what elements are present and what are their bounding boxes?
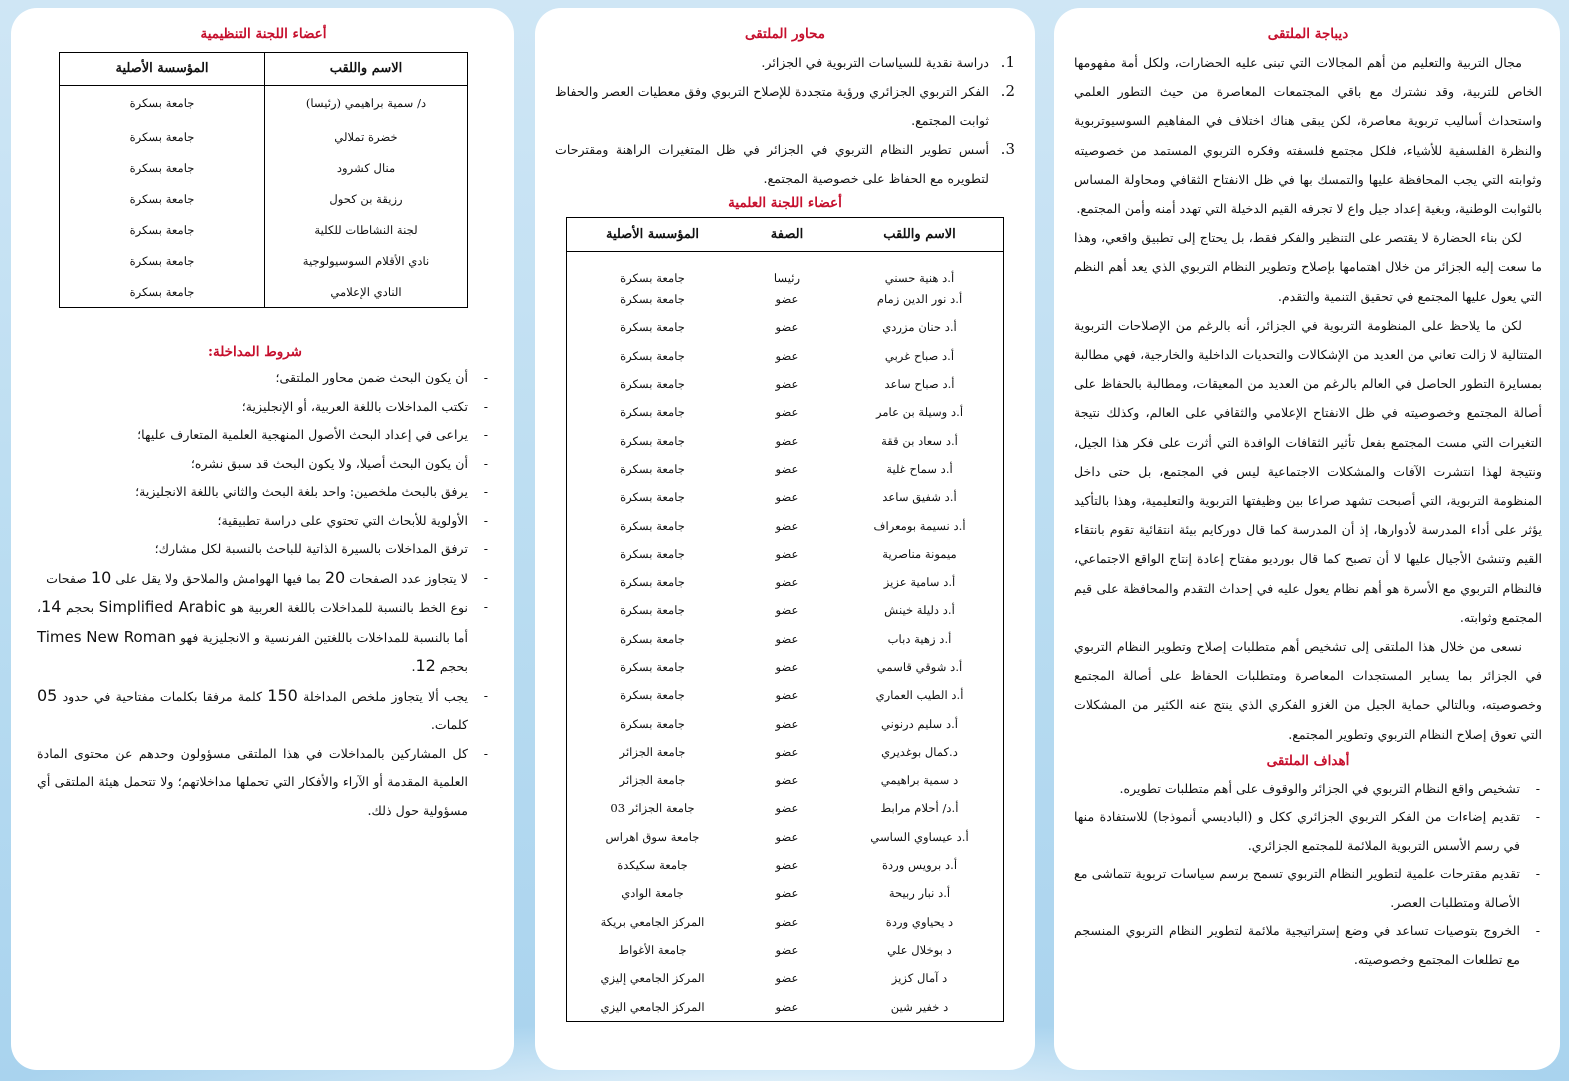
cell-name: النادي الإعلامي: [265, 276, 468, 307]
preamble-paragraph-2: لكن بناء الحضارة لا يقتصر على التنظير والفكر فقط، بل يحتاج إلى تطبيق واقعي، وهذا ما سعت إليه الجزائر من خلال اهتمامها بإصلاح وتطوير النظام التربوي الذي يعد أهم النظم التي يعول عليها المجتمع في تحقيق التنمية والتقدم.: [1074, 230, 1542, 304]
table-row: [567, 936, 1003, 964]
cell-name: أ.د الطيب العماري: [875, 688, 964, 703]
cell-institution: جامعة الوادي: [621, 886, 684, 901]
number: 150: [267, 685, 298, 705]
cell-role: عضو: [775, 575, 799, 590]
table-row: [567, 738, 1003, 766]
cell-name: أ.د سامية عزيز: [883, 575, 956, 590]
table-row: [567, 568, 1003, 596]
cell-name: د آمال كزيز: [891, 971, 948, 986]
table-row: [567, 766, 1003, 794]
cell-role: عضو: [775, 829, 799, 844]
table-row: [60, 152, 467, 183]
cell-role: عضو: [775, 971, 799, 986]
cell-name: أ.د عيساوي الساسي: [870, 829, 969, 844]
table-row: [60, 183, 467, 214]
cell-institution: جامعة بسكرة: [620, 348, 685, 363]
text-fragment: نوع الخط بالنسبة للمداخلات باللغة العربية هو: [230, 600, 468, 615]
axis-item: [555, 135, 1015, 193]
objective-item: - تقديم مقترحات علمية لتطوير النظام التربوي تسمح برسم سياسات تربوية تتماشى مع الأصالة ومتطلبات العصر.: [1074, 860, 1542, 917]
cell-name: د/ سمية براهيمي (رئيسا): [265, 85, 468, 121]
organizing-panel: [11, 8, 514, 1070]
cell-institution: المركز الجامعي اليزي: [600, 999, 705, 1014]
org-header-name: الاسم واللقب: [265, 53, 468, 85]
table-row: [60, 245, 467, 276]
table-row: [567, 625, 1003, 653]
cell-institution: جامعة الجزائر 03: [610, 801, 695, 816]
header-institution: المؤسسة الأصلية: [567, 218, 738, 251]
condition-item: - الأولوية للأبحاث التي تحتوي على دراسة تطبيقية؛: [37, 507, 490, 536]
cell-role: عضو: [775, 886, 799, 901]
cell-role: عضو: [775, 942, 799, 957]
table-row: [567, 455, 1003, 483]
preamble-panel: [1054, 8, 1560, 1070]
cell-name: أ.د شفيق ساعد: [882, 490, 957, 505]
scientific-committee-table: [566, 217, 1004, 1022]
condition-pages: [37, 564, 490, 594]
cell-institution: جامعة سوق اهراس: [605, 829, 700, 844]
cell-role: عضو: [775, 320, 799, 335]
cell-institution: جامعة بسكرة: [620, 377, 685, 392]
conditions-list: [37, 364, 490, 825]
cell-role: عضو: [775, 773, 799, 788]
header-role: الصفة: [738, 218, 836, 251]
cell-name: أ.د نبار ربيحة: [888, 886, 951, 901]
number: 12: [415, 656, 436, 675]
text-fragment: ، أما بالنسبة للمداخلات باللغتين الفرنسية و الانجليزية فهو: [37, 600, 468, 645]
cell-institution: جامعة بسكرة: [620, 688, 685, 703]
cell-name: أ.د سعاد بن ققة: [881, 433, 958, 448]
cell-institution: جامعة الجزائر: [619, 773, 686, 788]
text-fragment: كلمة مرفقا بكلمات مفتاحية في حدود: [62, 688, 263, 704]
cell-role: عضو: [775, 348, 799, 363]
cell-name: أ.د برويس وردة: [881, 858, 958, 873]
cell-role: عضو: [775, 433, 799, 448]
table-row: [567, 851, 1003, 879]
cell-name: أ.د شوقي قاسمي: [876, 660, 963, 674]
axis-number: 2.: [1000, 82, 1015, 100]
cell-role: عضو: [775, 631, 799, 646]
table-row: [567, 540, 1003, 568]
cell-institution: جامعة بسكرة: [620, 320, 685, 335]
cell-institution: جامعة بسكرة: [620, 405, 685, 420]
cell-name: أ.د نسيمة بومعراف: [873, 518, 966, 533]
text-fragment: لا يتجاوز عدد الصفحات: [349, 570, 468, 586]
condition-item: - أن يكون البحث أصيلا، ولا يكون البحث قد سبق نشره؛: [37, 450, 490, 479]
condition-font: [37, 593, 490, 682]
cell-role: عضو: [775, 716, 799, 731]
cell-institution: جامعة بسكرة: [620, 716, 685, 731]
cell-role: عضو: [775, 999, 799, 1014]
cell-institution: جامعة بسكرة: [620, 271, 685, 285]
condition-item: - يراعى في إعداد البحث الأصول المنهجية العلمية المتعارف عليها؛: [37, 421, 490, 450]
cell-institution: جامعة بسكرة: [620, 660, 685, 674]
axis-item: [555, 48, 1015, 77]
table-row: [567, 483, 1003, 511]
cell-name: أ.د سليم درنوني: [880, 716, 959, 731]
axis-number: 3.: [1000, 140, 1015, 158]
table-row: [60, 214, 467, 245]
cell-institution: جامعة بسكرة: [129, 191, 195, 206]
text-fragment: .: [411, 659, 416, 674]
cell-name: أ.د سماح غلية: [886, 461, 953, 476]
condition-item: - تكتب المداخلات باللغة العربية، أو الإنجليزية؛: [37, 393, 490, 422]
cell-name: أ.د/ أحلام مرابط: [880, 801, 959, 816]
cell-name: رزيقة بن كحول: [265, 183, 468, 214]
axis-text: أسس تطوير النظام التربوي في الجزائر في ظل المتغيرات الراهنة ومقترحات لتطويره مع الحفاظ على خصوصية المجتمع.: [555, 142, 989, 186]
table-row: [567, 992, 1003, 1020]
table-row: [567, 251, 1003, 285]
cell-name: أ.د نور الدين زمام: [876, 292, 963, 307]
cell-institution: جامعة بسكرة: [620, 292, 685, 307]
cell-institution: جامعة بسكرة: [620, 433, 685, 448]
table-row: [567, 285, 1003, 313]
table-row: [567, 709, 1003, 737]
cell-institution: جامعة الجزائر: [619, 744, 686, 759]
objective-item: - الخروج بتوصيات تساعد في وضع إستراتيجية ملائمة لتطوير النظام التربوي المنسجم مع تطلعات المجتمع وخصوصيته.: [1074, 917, 1542, 974]
cell-institution: جامعة بسكرة: [129, 96, 195, 111]
condition-item: - يرفق بالبحث ملخصين: واحد بلغة البحث والثاني باللغة الانجليزية؛: [37, 478, 490, 507]
cell-name: أ.د صباح ساعد: [884, 377, 955, 392]
table-row: [567, 908, 1003, 936]
cell-name: أ.د دليلة خينش: [884, 603, 955, 618]
cell-institution: جامعة بسكرة: [129, 222, 195, 237]
condition-item: - كل المشاركين بالمداخلات في هذا الملتقى مسؤولون وحدهم عن محتوى المادة العلمية المقدمة أو الآراء والأفكار التي تحملها مداخلاتهم؛ ولا تتحمل هيئة الملتقى أي مسؤولية حول ذلك.: [37, 740, 490, 826]
cell-role: عضو: [775, 490, 799, 505]
cell-role: عضو: [775, 914, 799, 929]
objective-item: - تقديم إضاءات من الفكر التربوي الجزائري ككل و (الباديسي أنموذجا) للاستفادة منها في رسم الأسس التربوية الملائمة للمجتمع الجزائري.: [1074, 803, 1542, 860]
table-row: [567, 511, 1003, 539]
cell-name: منال كشرود: [265, 152, 468, 183]
cell-role: عضو: [775, 801, 799, 816]
condition-item: - أن يكون البحث ضمن محاور الملتقى؛: [37, 364, 490, 393]
cell-institution: جامعة الأغواط: [618, 942, 687, 957]
cell-name: نادي الأقلام السوسيولوجية: [265, 245, 468, 276]
cell-institution: جامعة بسكرة: [620, 603, 685, 618]
table-row: [567, 313, 1003, 341]
axes-panel: [535, 8, 1035, 1070]
cell-role: عضو: [775, 405, 799, 420]
cell-institution: جامعة بسكرة: [620, 546, 685, 561]
cell-role: عضو: [775, 461, 799, 476]
axis-text: الفكر التربوي الجزائري ورؤية متجددة للإصلاح التربوي وفق معطيات العصر والحفاظ ثوابت المجتمع.: [555, 84, 989, 128]
cell-name: أ.د هنية حسني: [884, 271, 955, 285]
objective-item: - تشخيص واقع النظام التربوي في الجزائر والوقوف على أهم متطلبات تطويره.: [1074, 775, 1542, 804]
axis-item: [555, 77, 1015, 135]
table-row: [567, 342, 1003, 370]
conditions-title: شروط المداخلة:: [207, 344, 302, 360]
cell-role: عضو: [775, 292, 799, 307]
scientific-committee-rows: [567, 251, 1003, 1021]
number: 10: [91, 567, 112, 587]
axis-number: 1.: [1000, 53, 1015, 71]
cell-role: عضو: [775, 660, 799, 674]
text-fragment: صفحات: [46, 570, 87, 586]
number: 14: [41, 597, 62, 616]
cell-name: أ.د وسيلة بن عامر: [875, 405, 964, 420]
cell-name: د يحياوي وردة: [885, 914, 954, 929]
axes-list: [555, 48, 1015, 193]
text-fragment: بحجم: [66, 600, 95, 615]
cell-institution: جامعة بسكرة: [129, 129, 195, 144]
cell-role: عضو: [775, 518, 799, 533]
cell-name: ميمونة مناصرية: [882, 546, 957, 561]
cell-role: عضو: [775, 744, 799, 759]
table-row: [567, 426, 1003, 454]
cell-name: أ.د حنان مزردي: [882, 320, 957, 335]
scientific-committee-title: أعضاء اللجنة العلمية: [728, 195, 842, 211]
cell-institution: جامعة بسكرة: [129, 160, 195, 175]
preamble-paragraph-3: لكن ما يلاحظ على المنظومة التربوية في الجزائر، أنه بالرغم من الإصلاحات التربوية المتتالية لا زالت تعاني من العديد من الإشكالات والتحديات الداخلية والخارجية، فهي مطالبة بمسايرة التطور الحاصل في العالم بالرغم من العديد من المعيقات، ومطالبة بالحفاظ على أصالة المجتمع وخصوصيته في ظل الانفتاح الإعلامي والثقافي على العالم، وكذلك نتيجة التغيرات التي مست المجتمع بفعل تأثير الثقافات الوافدة التي أثرت على فكر هذا الجيل، ونتيجة لهذا انتشرت الآفات والمشكلات الاجتماعية ليس في المجتمع، بل حتى داخل المنظومة التربوية، التي أصبحت تشهد صراعا بين وظيفتها التربوية والتعليمية، وهذا بالتأكيد يؤثر على أداء المدرسة لأدوارها، إذ أن المدرسة كما قال دوركايم بيئة انتقائية تقوم بانتقاء القيم وتنشئ الأجيال عليها لا أن تصبح كما قال بورديو مفتاح إعادة إنتاج الواقع الاجتماعي، فالنظام التربوي مع الأسرة هو أهم نظام يعول عليه في إحداث التقدم والمحافظة على قيم المجتمع وثوابته.: [1074, 317, 1542, 625]
table-row: [567, 398, 1003, 426]
cell-name: د بوخلال علي: [887, 942, 952, 957]
table-row: [567, 596, 1003, 624]
cell-institution: جامعة بسكرة: [129, 253, 195, 268]
cell-institution: جامعة بسكرة: [620, 631, 685, 646]
condition-item: - ترفق المداخلات بالسيرة الذاتية للباحث بالنسبة لكل مشارك؛: [37, 535, 490, 564]
organizing-committee-table: [59, 52, 468, 308]
cell-name: د خفير شين: [890, 999, 949, 1014]
cell-role: عضو: [775, 377, 799, 392]
table-row: [567, 653, 1003, 681]
header-name: الاسم واللقب: [836, 218, 1003, 251]
condition-abstract: [37, 682, 490, 740]
cell-institution: جامعة بسكرة: [620, 575, 685, 590]
table-row: [567, 681, 1003, 709]
cell-role: عضو: [775, 603, 799, 618]
table-row: [567, 823, 1003, 851]
objectives-title: أهداف الملتقى: [1266, 752, 1350, 769]
cell-role: رئيسا: [773, 271, 801, 285]
table-row: [60, 85, 467, 121]
cell-institution: جامعة بسكرة: [620, 461, 685, 476]
number: 20: [324, 567, 346, 587]
cell-role: عضو: [775, 858, 799, 873]
objectives-list: [1074, 775, 1542, 975]
text-fragment: يجب ألا يتجاوز ملخص المداخلة: [303, 688, 468, 704]
table-row: [567, 794, 1003, 822]
table-row: [567, 879, 1003, 907]
preamble-paragraph-1: مجال التربية والتعليم من أهم المجالات التي تبنى عليه الحضارات، ولكل أمة مفهومها الخاص للتربية، وقد نشترك مع باقي المجتمعات المعاصرة من حيث التطور العلمي واستحداث أساليب تربوية معاصرة، لكن يبقى هناك اختلاف في المفاهيم السوسيوتربوية والنظرة الفلسفية للأشياء، فلكل مجتمع فلسفته وفكره التربوي المستمد من خصوصيته وثوابته التي يجب المحافظة عليها والتمسك بها في ظل الانفتاح الثقافي ومحاولة المساس بالثوابت الوطنية، وبغية إعداد جيل واع لا تجرفه القيم الدخيلة التي تهدد أمنه وأمن المجتمع.: [1074, 55, 1542, 217]
number: 05: [37, 685, 58, 705]
cell-role: عضو: [775, 688, 799, 703]
cell-institution: جامعة بسكرة: [129, 284, 195, 299]
axis-text: دراسة نقدية للسياسات التربوية في الجزائر.: [761, 55, 989, 70]
table-row: [60, 276, 467, 307]
cell-institution: جامعة بسكرة: [620, 518, 685, 533]
text-fragment: بما فيها الهوامش والملاحق ولا يقل على: [115, 570, 321, 586]
organizing-committee-title: أعضاء اللجنة التنظيمية: [200, 26, 327, 42]
org-header-institution: المؤسسة الأصلية: [60, 53, 265, 85]
font-name: Simplified Arabic: [98, 598, 226, 616]
organizing-committee-rows: [60, 85, 467, 307]
text-fragment: كلمات.: [430, 717, 468, 732]
axes-title: محاور الملتقى: [744, 26, 826, 42]
cell-name: خضرة تملالي: [265, 121, 468, 152]
font-name: Times New Roman: [37, 627, 177, 646]
cell-institution: جامعة سكيكدة: [617, 858, 688, 873]
cell-institution: المركز الجامعي إليزي: [600, 971, 705, 986]
preamble-paragraph-4: نسعى من خلال هذا الملتقى إلى تشخيص أهم متطلبات إصلاح وتطوير النظام التربوي في الجزائر بما يساير المستجدات المعاصرة ومتطلبات الحفاظ على أصالة المجتمع وخصوصيته، وبالتالي حماية الجيل من الغزو الفكري الذي ينتج عنه الكثير من المشكلات التي تعوق إصلاح النظام التربوي وتطوير المجتمع.: [1074, 639, 1542, 742]
cell-role: عضو: [775, 546, 799, 561]
preamble-title: ديباجة الملتقى: [1267, 26, 1349, 42]
cell-name: لجنة النشاطات للكلية: [265, 214, 468, 245]
cell-institution: المركز الجامعي بريكة: [600, 914, 705, 929]
table-row: [60, 121, 467, 152]
cell-institution: جامعة بسكرة: [620, 490, 685, 505]
cell-name: د.كمال بوغديري: [881, 744, 958, 759]
cell-name: أ.د زهية دباب: [887, 631, 952, 646]
table-row: [567, 964, 1003, 992]
cell-name: د سمية براهيمي: [880, 773, 959, 788]
text-fragment: بحجم: [439, 659, 468, 674]
table-row: [567, 370, 1003, 398]
cell-name: أ.د صباح غربي: [884, 348, 955, 363]
